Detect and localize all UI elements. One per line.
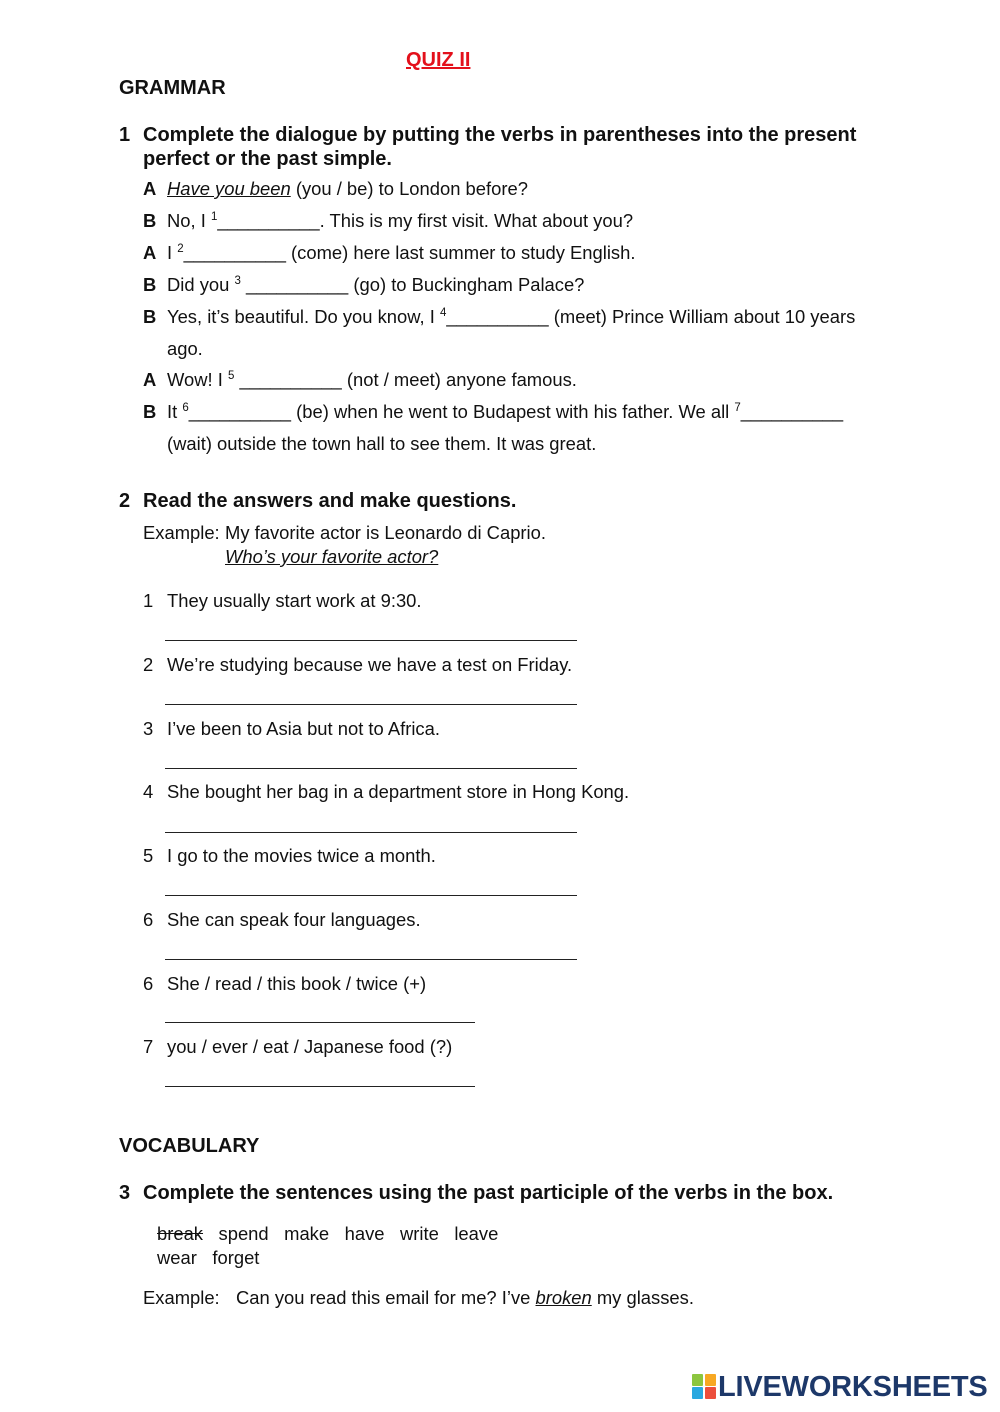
liveworksheets-logo-icon [692, 1374, 716, 1399]
item-number: 2 [143, 654, 154, 675]
example-label: Example: [143, 1287, 220, 1308]
dialogue-line [167, 369, 577, 394]
item-prompt: She can speak four languages. [167, 909, 421, 930]
answer-line[interactable] [165, 704, 577, 705]
item-number: 3 [143, 718, 154, 739]
exercise-1-number: 1 [119, 124, 131, 146]
gap-blank[interactable]: __________ [240, 274, 349, 295]
example-label: Example: [143, 522, 220, 543]
item-prompt: We’re studying because we have a test on Friday. [167, 654, 573, 675]
speaker-label: A [143, 242, 157, 263]
dialogue-line-cont: (wait) outside the town hall to see them. It was great. [167, 433, 597, 454]
word-box-row-2 [157, 1247, 275, 1269]
dialogue-line [167, 178, 528, 200]
gap-blank[interactable]: __________ [234, 369, 342, 390]
dialogue-text: I [167, 242, 178, 263]
quiz-title: QUIZ II [406, 49, 471, 71]
gap-number: 7 [734, 402, 741, 414]
word-box-item: make [284, 1223, 330, 1244]
item-prompt: I’ve been to Asia but not to Africa. [167, 718, 440, 739]
word-box [157, 1223, 514, 1245]
exercise-2-number: 2 [119, 490, 131, 512]
example-text: my glasses. [591, 1287, 694, 1308]
example-answer: broken [535, 1287, 592, 1308]
speaker-label: A [143, 178, 157, 199]
dialogue-text: (go) to Buckingham Palace? [348, 274, 585, 295]
speaker-label: B [143, 274, 157, 295]
dialogue-line-cont: ago. [167, 338, 203, 359]
dialogue-line [167, 274, 584, 299]
liveworksheets-logo-text[interactable]: LIVEWORKSHEETS [718, 1371, 988, 1403]
exercise-3-instruction: Complete the sentences using the past participle of the verbs in the box. [143, 1182, 834, 1204]
speaker-label: B [143, 210, 157, 231]
answer-line[interactable] [165, 959, 577, 960]
dialogue-text: (be) when he went to Budapest with his father. We all [291, 401, 735, 422]
speaker-label: B [143, 306, 157, 327]
gap-number: 6 [182, 402, 189, 414]
dialogue-line [167, 306, 855, 331]
dialogue-text: It [167, 401, 183, 422]
word-box-item: write [400, 1223, 439, 1244]
answer-line[interactable] [165, 832, 577, 833]
gap-blank[interactable]: __________ [183, 242, 286, 263]
item-number: 1 [143, 590, 154, 611]
example-question: Who’s your favorite actor? [225, 546, 439, 567]
item-number: 5 [143, 845, 154, 866]
dialogue-text: Wow! I [167, 369, 228, 390]
word-box-item: spend [218, 1223, 269, 1244]
dialogue-text: . This is my first visit. What about you? [319, 210, 634, 231]
word-box-item: have [344, 1223, 385, 1244]
gap-number: 1 [210, 211, 218, 223]
item-prompt: She bought her bag in a department store in Hong Kong. [167, 781, 630, 802]
item-number: 7 [143, 1036, 154, 1057]
vocabulary-heading: VOCABULARY [119, 1135, 260, 1157]
example-sentence [236, 1287, 694, 1309]
word-box-item: leave [454, 1223, 499, 1244]
answer-line[interactable] [165, 640, 577, 641]
item-number: 4 [143, 781, 154, 802]
dialogue-line [167, 401, 843, 426]
dialogue-text: (meet) Prince William about 10 years [548, 306, 856, 327]
gap-blank[interactable]: __________ [217, 210, 320, 231]
gap-blank[interactable]: __________ [740, 401, 844, 422]
word-box-item: wear [157, 1247, 197, 1268]
item-prompt: She / read / this book / twice (+) [167, 973, 427, 994]
item-prompt: They usually start work at 9:30. [167, 590, 422, 611]
example-text: Can you read this email for me? I’ve [236, 1287, 536, 1308]
word-box-item: forget [212, 1247, 260, 1268]
dialogue-line [167, 242, 635, 267]
example-answer-text: My favorite actor is Leonardo di Caprio. [225, 522, 546, 543]
dialogue-text: (not / meet) anyone famous. [341, 369, 577, 390]
item-prompt: I go to the movies twice a month. [167, 845, 436, 866]
gap-number: 4 [439, 307, 447, 319]
answer-line[interactable] [165, 768, 577, 769]
exercise-1-instruction-cont: perfect or the past simple. [143, 148, 392, 170]
item-number: 6 [143, 973, 154, 994]
dialogue-text: (you / be) to London before? [290, 178, 528, 199]
item-number: 6 [143, 909, 154, 930]
exercise-1-instruction: Complete the dialogue by putting the verbs in parentheses into the present [143, 124, 857, 146]
speaker-label: B [143, 401, 157, 422]
example-answer: Have you been [167, 178, 291, 199]
answer-line[interactable] [165, 1086, 475, 1087]
gap-blank[interactable]: __________ [188, 401, 292, 422]
dialogue-text: No, I [167, 210, 211, 231]
grammar-heading: GRAMMAR [119, 77, 226, 99]
exercise-3-number: 3 [119, 1182, 131, 1204]
gap-number: 3 [234, 275, 241, 287]
exercise-2-instruction: Read the answers and make questions. [143, 490, 517, 512]
gap-number: 2 [177, 243, 184, 255]
answer-line[interactable] [165, 1022, 475, 1023]
speaker-label: A [143, 369, 157, 390]
dialogue-text: Yes, it’s beautiful. Do you know, I [167, 306, 440, 327]
gap-number: 5 [227, 370, 235, 382]
dialogue-line [167, 210, 633, 235]
dialogue-text: (come) here last summer to study English. [285, 242, 636, 263]
word-box-item: break [157, 1223, 204, 1244]
gap-blank[interactable]: __________ [446, 306, 549, 327]
dialogue-text: Did you [167, 274, 235, 295]
item-prompt: you / ever / eat / Japanese food (?) [167, 1036, 453, 1057]
answer-line[interactable] [165, 895, 577, 896]
